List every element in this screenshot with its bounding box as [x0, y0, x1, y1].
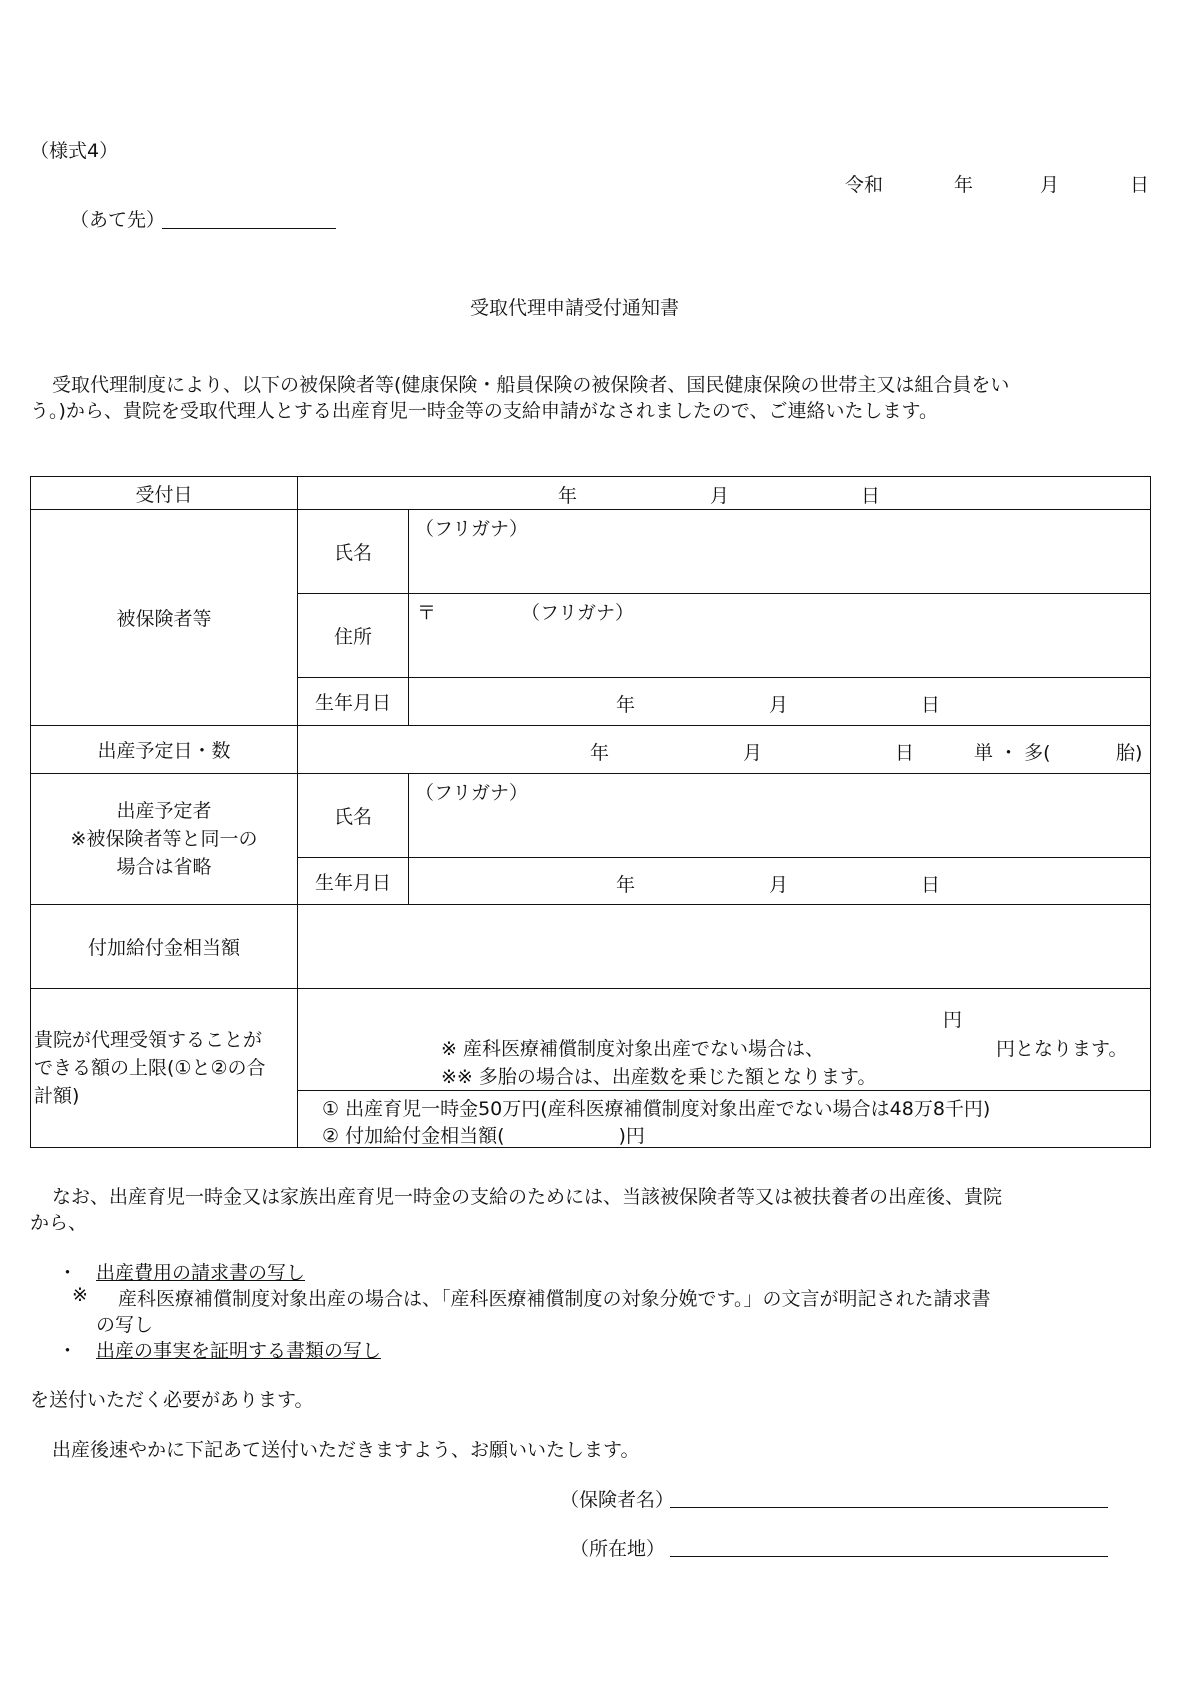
date-era: 令和: [845, 174, 884, 196]
additional-benefit-field[interactable]: [298, 905, 1151, 989]
limit-items-cell: [298, 1091, 1151, 1148]
intro-line-2: う。)から、貴院を受取代理人とする出産育児一時金等の支給申請がなされましたので、ご連絡いたします。: [30, 400, 939, 422]
received-date-label: 受付日: [31, 477, 298, 510]
row-due-date: [31, 726, 1151, 774]
insured-address-label: 住所: [298, 594, 409, 678]
insured-birth-day: 日: [921, 694, 941, 716]
received-day: 日: [861, 485, 881, 507]
body-paragraph-line-1: なお、出産育児一時金又は家族出産育児一時金の支給のためには、当該被保険者等又は被扶養者の出産後、貴院: [52, 1186, 1003, 1208]
mother-name-field[interactable]: [409, 774, 1151, 858]
limit-item-1: ① 出産育児一時金50万円(産科医療補償制度対象出産でない場合は48万8千円): [322, 1098, 991, 1120]
intro-line-1: 受取代理制度により、以下の被保険者等(健康保険・船員保険の被保険者、国民健康保険の世帯主又は組合員をい: [52, 374, 1010, 396]
row-received-date: [31, 477, 1151, 510]
mother-name-label: 氏名: [298, 774, 409, 858]
address-furigana-label: （フリガナ）: [521, 602, 635, 624]
fetus-count-label: 胎): [1116, 742, 1143, 764]
location-field[interactable]: [670, 1556, 1108, 1557]
body-paragraph-line-2: から、: [30, 1212, 88, 1234]
limit-label-line-2: できる額の上限(①と②の合: [34, 1057, 266, 1079]
mother-birth-year: 年: [616, 874, 636, 896]
addressee-label: （あて先）: [70, 209, 166, 231]
postal-mark-icon: 〒: [417, 602, 437, 624]
body-paragraph-2: を送付いただく必要があります。: [30, 1389, 314, 1411]
due-date-label: 出産予定日・数: [31, 726, 298, 774]
location-label: （所在地）: [570, 1538, 666, 1560]
date-month-label: 月: [1040, 174, 1060, 196]
due-year: 年: [590, 742, 610, 764]
insurer-name-field[interactable]: [670, 1507, 1108, 1508]
mother-birth-month: 月: [769, 874, 789, 896]
mother-birth-day: 日: [921, 874, 941, 896]
insured-birthdate-label: 生年月日: [298, 678, 409, 726]
received-date-cell[interactable]: [298, 477, 1151, 510]
insured-furigana-label: （フリガナ）: [415, 518, 529, 540]
row-limit-amount: [31, 989, 1151, 1091]
limit-amount-field[interactable]: [298, 989, 1151, 1091]
insured-birth-month: 月: [769, 694, 789, 716]
limit-note-2: ※※ 多胎の場合は、出産数を乗じた額となります。: [441, 1066, 877, 1088]
limit-label-line-1: 貴院が代理受領することが: [34, 1029, 263, 1051]
invoice-note-mark: ※: [72, 1284, 88, 1306]
invoice-note-line-1: 産科医療補償制度対象出産の場合は、「産科医療補償制度の対象分娩です。」の文言が明記された請求書: [118, 1288, 991, 1310]
mother-furigana-label: （フリガナ）: [415, 782, 529, 804]
insured-name-label: 氏名: [298, 510, 409, 594]
limit-note-1b: 円となります。: [996, 1038, 1128, 1060]
row-insured-name: [31, 510, 1151, 594]
application-table: [30, 476, 1151, 1148]
insured-address-field[interactable]: [409, 594, 1151, 678]
bullet-2-icon: ・: [58, 1340, 78, 1362]
insured-birth-year: 年: [616, 694, 636, 716]
row-additional-benefit: [31, 905, 1151, 989]
date-day-label: 日: [1130, 174, 1150, 196]
mother-label-line-1: 出産予定者: [116, 800, 212, 822]
limit-label: [31, 989, 298, 1148]
insured-name-field[interactable]: [409, 510, 1151, 594]
due-month: 月: [743, 742, 763, 764]
due-date-field[interactable]: [298, 726, 1151, 774]
addressee-underline: [162, 228, 336, 229]
mother-birthdate-label: 生年月日: [298, 858, 409, 905]
required-doc-birth-proof: 出産の事実を証明する書類の写し: [96, 1340, 382, 1362]
limit-label-line-3: 計額): [34, 1085, 80, 1107]
date-year-label: 年: [954, 174, 974, 196]
due-day: 日: [895, 742, 915, 764]
mother-birthdate-field[interactable]: [409, 858, 1151, 905]
body-paragraph-3: 出産後速やかに下記あて送付いただきますよう、お願いいたします。: [52, 1439, 640, 1461]
insurer-name-label: （保険者名）: [560, 1489, 675, 1511]
bullet-1-icon: ・: [58, 1262, 78, 1284]
received-year: 年: [558, 485, 578, 507]
required-doc-invoice: 出産費用の請求書の写し: [96, 1262, 306, 1284]
insured-birthdate-field[interactable]: [409, 678, 1151, 726]
additional-benefit-label: 付加給付金相当額: [31, 905, 298, 989]
limit-item-2: ② 付加給付金相当額( )円: [322, 1125, 645, 1147]
row-mother-name: [31, 774, 1151, 858]
limit-yen-label: 円: [943, 1009, 963, 1031]
document-title: 受取代理申請受付通知書: [470, 297, 680, 319]
limit-note-1a: ※ 産科医療補償制度対象出産でない場合は、: [441, 1038, 824, 1060]
mother-label-line-2: ※被保険者等と同一の: [70, 828, 258, 850]
form-number: （様式4）: [30, 140, 119, 162]
invoice-note-line-2: の写し: [96, 1314, 154, 1336]
insured-label: 被保険者等: [31, 510, 298, 726]
mother-label-line-3: 場合は省略: [116, 856, 212, 878]
mother-label: [31, 774, 298, 905]
received-month: 月: [710, 485, 730, 507]
single-multi-choice: 単 ・ 多(: [974, 742, 1051, 764]
